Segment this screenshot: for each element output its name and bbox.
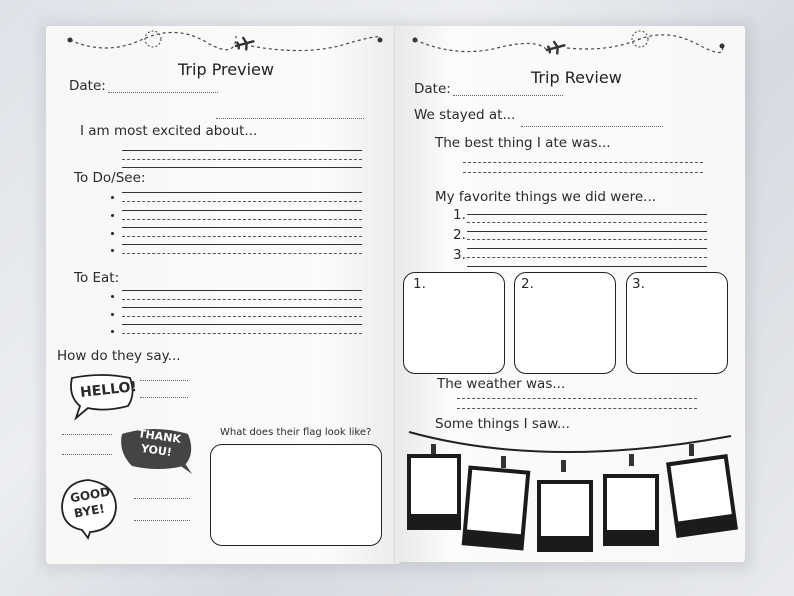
- answer-line: [134, 498, 190, 499]
- clothespin-icon: [689, 444, 694, 456]
- write-line: [122, 307, 362, 308]
- write-line: [457, 408, 697, 409]
- answer-line: [134, 520, 190, 521]
- write-line: [122, 201, 362, 202]
- stayed-label: We stayed at...: [414, 107, 516, 123]
- write-line: [122, 299, 362, 300]
- bullet: [111, 249, 114, 252]
- box-number-3: 3.: [632, 276, 645, 292]
- you-text: YOU!: [140, 441, 173, 460]
- write-line: [467, 266, 707, 267]
- bullet: [111, 330, 114, 333]
- bullet: [111, 214, 114, 217]
- list-number-1: 1.: [453, 207, 466, 223]
- write-line: [467, 231, 707, 232]
- saw-label: Some things I saw...: [435, 416, 570, 432]
- excited-label: I am most excited about...: [80, 123, 258, 139]
- date-label: Date:: [414, 81, 451, 97]
- todo-label: To Do/See:: [74, 170, 146, 186]
- write-line: [122, 316, 362, 317]
- eat-label: To Eat:: [74, 270, 120, 286]
- polaroid-frame: [537, 480, 593, 552]
- date-line-2: [216, 118, 364, 119]
- ate-label: The best thing I ate was...: [435, 135, 611, 151]
- box-number-2: 2.: [521, 276, 534, 292]
- thank-text: THANK: [137, 427, 182, 446]
- write-line: [122, 236, 362, 237]
- write-line: [122, 167, 362, 168]
- answer-line: [62, 454, 112, 455]
- write-line: [467, 222, 707, 223]
- polaroid-frame: [407, 454, 461, 530]
- left-page: [46, 26, 396, 564]
- list-number-2: 2.: [453, 227, 466, 243]
- hello-text: HELLO!: [79, 379, 138, 401]
- polaroid-frame: [462, 465, 531, 550]
- write-line: [122, 219, 362, 220]
- write-line: [122, 244, 362, 245]
- write-line: [122, 192, 362, 193]
- write-line: [467, 214, 707, 215]
- write-line: [467, 248, 707, 249]
- bullet: [111, 313, 114, 316]
- bullet: [111, 295, 114, 298]
- write-line: [122, 227, 362, 228]
- flag-label: What does their flag look like?: [220, 427, 372, 438]
- flight-path-icon: [397, 26, 745, 66]
- date-line: [108, 92, 218, 93]
- favorite-label: My favorite things we did were...: [435, 189, 657, 205]
- polaroid-frame: [603, 474, 659, 546]
- clothespin-icon: [561, 460, 566, 472]
- polaroid-frame: [666, 454, 738, 538]
- page-title: Trip Review: [531, 68, 622, 87]
- clothespin-icon: [629, 454, 634, 466]
- write-line: [122, 324, 362, 325]
- write-line: [463, 172, 703, 173]
- bullet: [111, 196, 114, 199]
- write-line: [122, 159, 362, 160]
- answer-line: [140, 380, 188, 381]
- answer-line: [521, 126, 663, 127]
- write-line: [457, 398, 697, 399]
- answer-line: [62, 434, 112, 435]
- write-line: [467, 257, 707, 258]
- flag-drawing-box: [210, 444, 382, 546]
- weather-label: The weather was...: [437, 376, 566, 392]
- say-label: How do they say...: [57, 348, 181, 364]
- write-line: [122, 333, 362, 334]
- good-text: GOOD: [69, 484, 112, 506]
- write-line: [122, 150, 362, 151]
- bye-text: BYE!: [73, 501, 106, 521]
- date-label: Date:: [69, 78, 106, 94]
- box-number-1: 1.: [413, 276, 426, 292]
- page-title: Trip Preview: [178, 60, 274, 79]
- clothespin-icon: [501, 456, 506, 468]
- list-number-3: 3.: [453, 247, 466, 263]
- answer-line: [140, 397, 188, 398]
- write-line: [122, 210, 362, 211]
- write-line: [467, 239, 707, 240]
- write-line: [122, 253, 362, 254]
- write-line: [463, 162, 703, 163]
- date-line: [453, 95, 563, 96]
- bullet: [111, 232, 114, 235]
- write-line: [122, 290, 362, 291]
- right-page: [397, 26, 745, 562]
